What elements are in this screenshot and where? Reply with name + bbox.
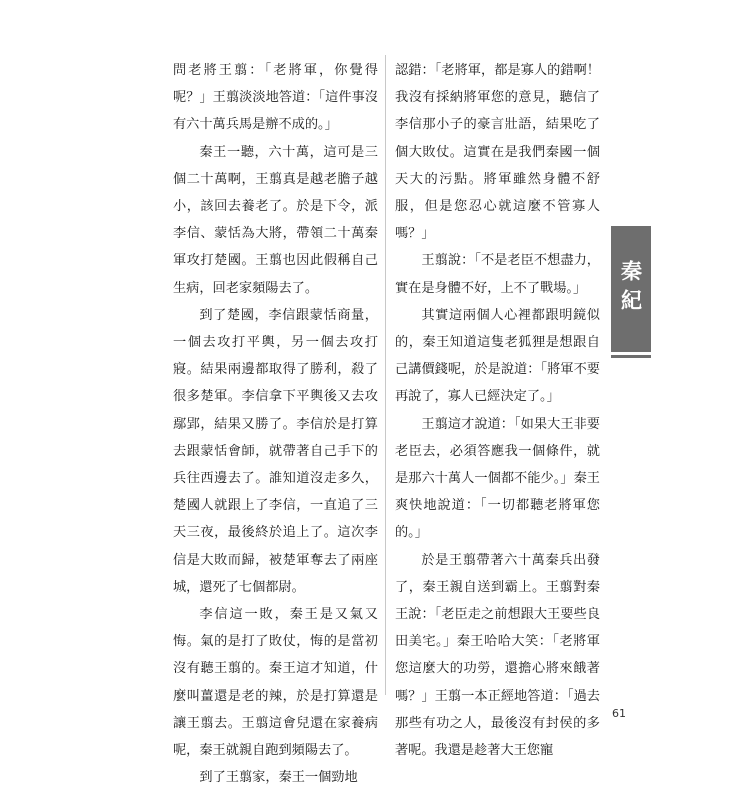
page-number: 61 xyxy=(612,707,626,720)
chapter-side-tab xyxy=(611,226,651,352)
side-tab-rule xyxy=(611,355,651,358)
paragraph: 到了王翦家，秦王一個勁地 xyxy=(199,770,358,786)
left-text-column xyxy=(173,57,378,791)
right-text-column xyxy=(395,57,600,764)
paragraph: 問老將王翦：「老將軍，你覺得呢？」王翦淡淡地答道：「這件事沒有六十萬兵馬是辦不成的。」 xyxy=(173,63,378,133)
paragraph: 李信這一敗，秦王是又氣又悔。氣的是打了敗仗，悔的是當初沒有聽王翦的。秦王這才知道，什麼叫薑還是老的辣，於是打算還是讓王翦去。王翦這會兒還在家養病呢，秦王就親自跑到頻陽去了。 xyxy=(173,607,378,759)
paragraph: 其實這兩個人心裡都跟明鏡似的，秦王知道這隻老狐狸是想跟自己講價錢呢，於是說道：「將軍不要再說了，寡人已經決定了。」 xyxy=(395,307,600,405)
column-divider xyxy=(385,55,386,695)
paragraph: 王翦說：「不是老臣不想盡力，實在是身體不好，上不了戰場。」 xyxy=(395,253,600,296)
paragraph: 秦王一聽，六十萬，這可是三個二十萬啊，王翦真是越老膽子越小，該回去養老了。於是下令，派李信、蒙恬為大將，帶領二十萬秦軍攻打楚國。王翦也因此假稱自己生病，回老家頻陽去了。 xyxy=(173,144,378,296)
paragraph: 王翦這才說道：「如果大王非要老臣去，必須答應我一個條件，就是那六十萬人一個都不能少。」秦王爽快地說道：「一切都聽老將軍您的。」 xyxy=(395,416,600,541)
paragraph: 認錯：「老將軍，都是寡人的錯啊！我沒有採納將軍您的意見，聽信了李信那小子的豪言壯語，結果吃了個大敗仗。這實在是我們秦國一個天大的污點。將軍雖然身體不舒服，但是您忍心就這麼不管寡人嗎？」 xyxy=(395,63,600,242)
chapter-tab-label: 秦紀 xyxy=(618,260,644,318)
paragraph: 於是王翦帶著六十萬秦兵出發了，秦王親自送到霸上。王翦對秦王說：「老臣走之前想跟大王要些良田美宅。」秦王哈哈大笑：「老將軍您這麼大的功勞，還擔心將來餓著嗎？」王翦一本正經地答道：「過去那些有功之人，最後沒有封侯的多著呢。我還是趁著大王您寵 xyxy=(395,552,600,759)
paragraph: 到了楚國，李信跟蒙恬商量，一個去攻打平輿，另一個去攻打寢。結果兩邊都取得了勝利，殺了很多楚軍。李信拿下平輿後又去攻鄢郢，結果又勝了。李信於是打算去跟蒙恬會師，就帶著自己手下的兵往西邊去了。誰知道沒走多久，楚國人就跟上了李信，一直追了三天三夜，最後終於追上了。這次李信是大敗而歸，被楚軍奪去了兩座城，還死了七個都尉。 xyxy=(173,307,378,595)
